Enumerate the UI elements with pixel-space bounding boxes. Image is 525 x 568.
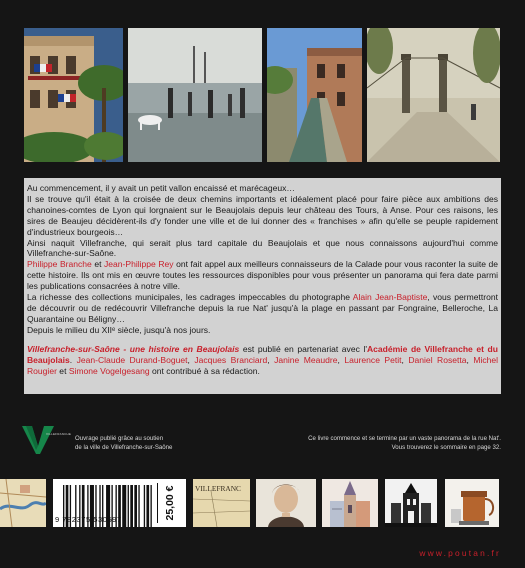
- barcode-bar: [122, 485, 126, 527]
- barcode-bar: [150, 485, 151, 527]
- contributor-separator: ,: [401, 354, 409, 365]
- text-panel: [24, 178, 501, 394]
- barcode-bar: [146, 485, 149, 527]
- thumbnail-church-drawing: [322, 479, 378, 527]
- paragraph-history: Il se trouve qu'il était à la croisée de deux chemins importants et idéalement placé pour faire pièce aux ambitions des chanoines-comtes de Lyon qui lorgnaient sur le Beaujolais depuis leur château des Tours, à Anse. Pour ces raisons, les sires de Beaujeu décidèrent-ils d'y fonder une ville et de lui donner des « franchises » afin qu'elle se peuple rapidement d'industrieux bourgeois…: [27, 193, 498, 237]
- map-label: VILLEFRANC: [195, 484, 241, 493]
- panorama-notice: [308, 434, 501, 452]
- thumbnail-still-apparatus: [445, 479, 499, 527]
- thumbnail-engraving: [385, 479, 437, 527]
- photo-town-hall: [24, 28, 123, 162]
- sponsor-note: [75, 434, 172, 452]
- photo-canal-street: [267, 28, 362, 162]
- author-name: Philippe Branche: [27, 259, 92, 270]
- city-logo: [22, 424, 58, 454]
- contributor-name: Michel Rougier: [27, 354, 499, 376]
- paragraph-period: Depuis le milieu du XIIᵉ siècle, jusqu'à nos jours.: [27, 324, 211, 335]
- thumbnail-old-map: [193, 479, 250, 527]
- photographer-name: Alain Jean-Baptiste: [352, 292, 428, 303]
- contributor-name: Laurence Petit: [344, 354, 402, 365]
- barcode-bar: [138, 485, 139, 527]
- contributor-separator: ,: [466, 354, 474, 365]
- photo-frozen-river: [128, 28, 262, 162]
- publisher-url[interactable]: www.poutan.fr: [419, 548, 501, 558]
- barcode-bar: [144, 485, 145, 527]
- sponsor-line: de la ville de Villefranche-sur-Saône: [75, 444, 173, 451]
- contributor-separator: ,: [337, 354, 345, 365]
- contributor-separator: ,: [267, 354, 275, 365]
- contributor-name: Janine Meaudre: [274, 354, 338, 365]
- logo-wordmark: VILLEFRANCHE: [46, 432, 72, 436]
- contributors-list: [27, 355, 498, 376]
- price-divider: [157, 483, 158, 523]
- contributor-name: Jacques Branciard: [194, 354, 268, 365]
- contributor-separator: ,: [187, 354, 195, 365]
- thumbnail-portrait: [256, 479, 316, 527]
- paragraph-authors-text: ont fait appel aux meilleurs connaisseurs de la Calade pour vous raconter la suite de cette histoire. Ils ont mis en œuvre toutes les ressources disponibles pour vous présenter un panorama qui fera date parmi les publications consacrées à notre ville.: [27, 259, 499, 292]
- academy-name: Académie de Villefranche et du Beaujolais: [27, 343, 498, 365]
- sponsor-line: Ouvrage publié grâce au soutien: [75, 435, 164, 442]
- thumbnail-map: [0, 479, 46, 527]
- isbn: 9 782375 530597: [55, 515, 122, 524]
- paragraph-photographer: [27, 292, 498, 325]
- author-name: Jean-Philippe Rey: [104, 259, 174, 270]
- credits-end: ont contribué à sa rédaction.: [152, 365, 260, 376]
- barcode-bar: [134, 485, 137, 527]
- photo-suspension-bridge: [367, 28, 500, 162]
- paragraph-photographer-start: La richesse des collections municipales, les cadrages impeccables du photographe: [27, 292, 350, 303]
- barcode-bar: [128, 485, 129, 527]
- conjunction: et: [94, 259, 102, 270]
- barcode-bar: [130, 485, 133, 527]
- paragraph-intro: Au commencement, il y avait un petit vallon encaissé et marécageux…: [27, 183, 295, 193]
- paragraph-credits: [27, 344, 498, 377]
- paragraph-origin: Ainsi naquit Villefranche, qui serait plus tard capitale du Beaujolais et que nous connaissons aujourd'hui comme Villefranche-sur-Saône.: [27, 237, 498, 259]
- book-title: Villefranche-sur-Saône - une histoire en Beaujolais: [27, 343, 240, 354]
- paragraph-photographer-rest: , vous permettront de découvrir ou de redécouvrir Villefranche depuis la rue Nat' jusqu'à la plage en passant par Fongraine, Belleroche, La Quarantaine ou Béligny…: [27, 292, 498, 324]
- contributor-name: Jean-Claude Durand-Boguet: [76, 354, 188, 365]
- paragraph-authors: [27, 259, 498, 292]
- contributor-name: Simone Vogelgesang: [68, 365, 150, 376]
- contributor-separator: et: [56, 365, 69, 376]
- notice-line: Ce livre commence et se termine par un vaste panorama de la rue Nat'.: [308, 435, 501, 442]
- credits-text: est publié en partenariat avec l': [242, 343, 367, 354]
- barcode-block: [53, 479, 186, 527]
- contributor-name: Daniel Rosetta: [408, 354, 467, 365]
- price: 25,00 €: [164, 485, 176, 521]
- notice-line: Vous trouverez le sommaire en page 32.: [391, 444, 501, 451]
- credits-punctuation: .: [69, 354, 73, 365]
